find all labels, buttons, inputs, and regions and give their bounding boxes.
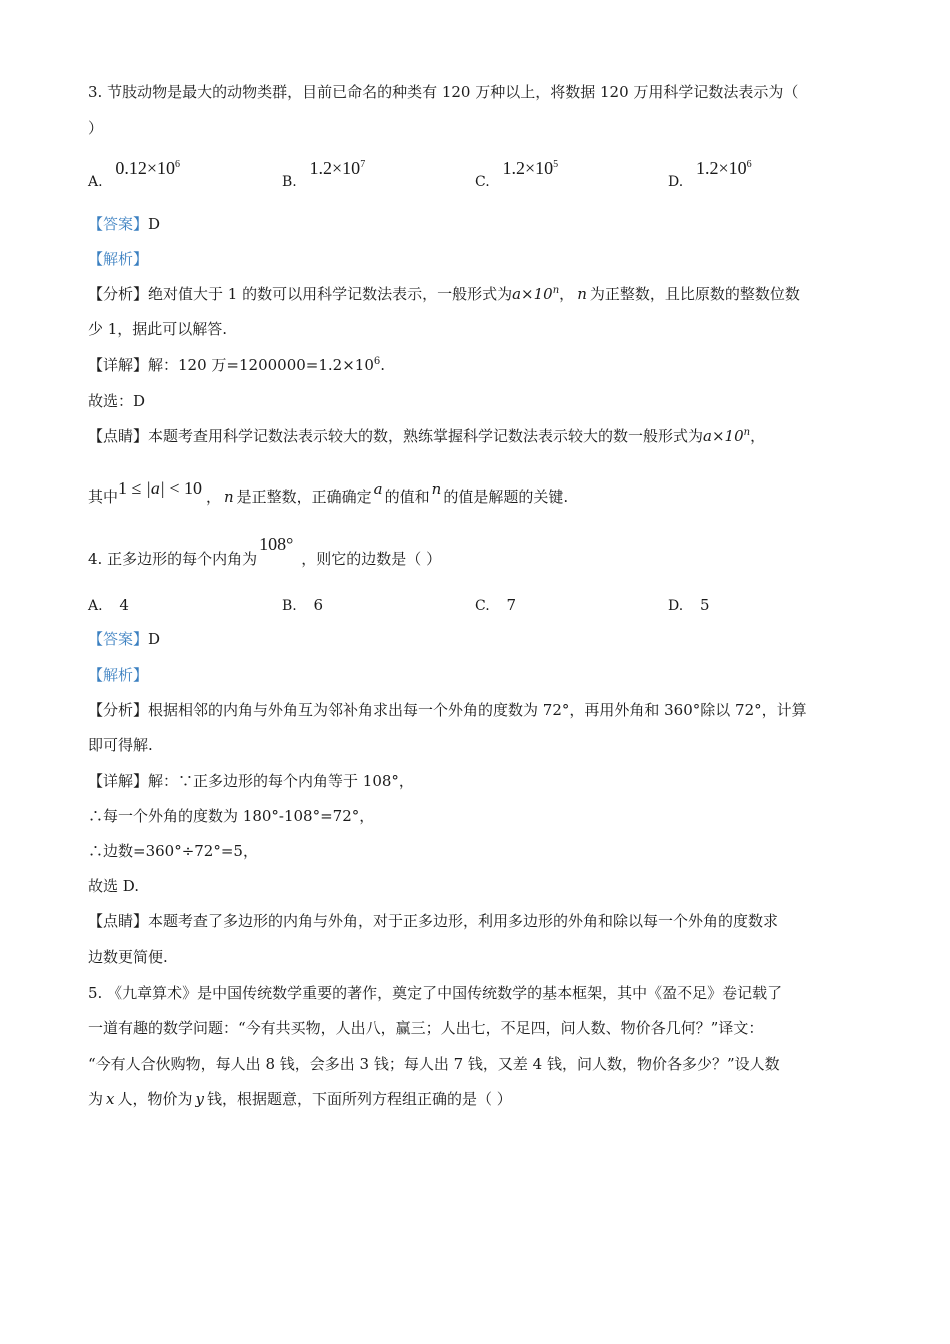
q4-option-b-value: 6 bbox=[313, 596, 324, 614]
q3-option-a-exp: 6 bbox=[175, 159, 180, 170]
q4-fenxi-line1 bbox=[88, 700, 807, 720]
q5-var-x: x bbox=[106, 1090, 115, 1108]
q4-option-a-value: 4 bbox=[119, 596, 129, 614]
q3-option-c-value bbox=[502, 158, 558, 178]
q3-answer bbox=[88, 214, 160, 234]
q5-line2: 一道有趣的数学问题：“今有共买物，人出八，赢三；人出七，不足四，问人数、物价各几何？”译文： bbox=[88, 1019, 764, 1037]
q4-analysis-heading bbox=[88, 665, 148, 685]
q4-option-a bbox=[88, 595, 129, 616]
q3-guxuan: 故选：D bbox=[88, 392, 146, 410]
q4-guxuan: 故选 D. bbox=[88, 877, 140, 895]
q4-stem bbox=[88, 534, 442, 569]
q3-fenxi-expr: a×10 bbox=[512, 285, 553, 303]
q3-qizhong-text-a: 其中 bbox=[88, 488, 119, 506]
q3-qizhong-a-var: a bbox=[373, 480, 383, 498]
q5-line4-text-a: 为 bbox=[88, 1090, 104, 1108]
q3-fenxi-tag: 【分析】 bbox=[88, 285, 149, 303]
q5-line4-text-c: 钱，根据题意，下面所列方程组正确的是（ ） bbox=[206, 1090, 512, 1108]
q3-option-a-label: A. bbox=[88, 174, 103, 190]
q3-fenxi-line2: 少 1，据此可以解答. bbox=[88, 320, 228, 338]
q4-stem-text-a: 4. 正多边形的每个内角为 bbox=[88, 550, 258, 568]
q4-option-b bbox=[282, 595, 323, 616]
q4-option-b-label: B. bbox=[282, 598, 297, 614]
q3-qizhong-abs: |a| bbox=[145, 478, 165, 498]
q3-option-b-label: B. bbox=[282, 174, 297, 190]
q3-dianjing-text-a: 本题考查用科学记数法表示较大的数，熟练掌握科学记数法表示较大的数一般形式为 bbox=[148, 427, 704, 445]
q3-xiangjie-exp: 6 bbox=[373, 356, 381, 367]
q4-xiangjie-line2: ∴每一个外角的度数为 180°-108°=72°， bbox=[88, 807, 375, 825]
q4-option-d-label: D. bbox=[668, 598, 684, 614]
q3-dianjing-text-b: ， bbox=[750, 427, 766, 445]
q4-fenxi-line2: 即可得解. bbox=[88, 736, 153, 754]
q4-dianjing-line1 bbox=[88, 911, 778, 931]
q5-line1: 5. 《九章算术》是中国传统数学重要的著作，奠定了中国传统数学的基本框架，其中《盈不足》卷记载了 bbox=[88, 984, 783, 1002]
q4-answer-tag: 【答案】 bbox=[88, 630, 149, 648]
q3-option-d-value bbox=[696, 158, 752, 178]
q4-xiangjie-line1 bbox=[88, 771, 414, 791]
q4-xiangjie-tag: 【详解】 bbox=[88, 772, 149, 790]
q3-option-d bbox=[668, 158, 752, 190]
q3-xiangjie-tag: 【详解】 bbox=[88, 356, 149, 374]
q3-fenxi-text-a: 绝对值大于 1 的数可以用科学记数法表示，一般形式为 bbox=[148, 285, 513, 303]
q3-stem-line1: 3. 节肢动物是最大的动物类群，目前已命名的种类有 120 万种以上，将数据 120 万用科学记数法表示为（ bbox=[88, 83, 799, 101]
q3-analysis-tag: 【解析】 bbox=[88, 250, 149, 268]
q3-option-d-exp: 6 bbox=[746, 159, 752, 170]
q3-qizhong-inequality bbox=[118, 478, 202, 498]
q3-qizhong-text-c: 是正整数，正确确定 bbox=[236, 488, 372, 506]
q3-xiangjie-text-a: 解：120 万=1200000=1.2×10 bbox=[148, 356, 374, 374]
q4-analysis-tag: 【解析】 bbox=[88, 666, 149, 684]
q3-option-d-mantissa: 1.2×10 bbox=[695, 158, 747, 178]
q3-analysis-heading bbox=[88, 249, 148, 269]
q4-xiangjie-line3: ∴边数=360°÷72°=5， bbox=[88, 842, 258, 860]
q4-option-c bbox=[475, 595, 516, 616]
q3-fenxi-exp: n bbox=[552, 285, 560, 296]
q3-xiangjie-text-b: . bbox=[380, 356, 386, 374]
q3-option-a-mantissa: 0.12×10 bbox=[115, 158, 175, 178]
q3-fenxi-text-b: ， bbox=[559, 285, 575, 303]
q5-line3: “今有人合伙购物，每人出 8 钱，会多出 3 钱；每人出 7 钱，又差 4 钱，问人数，物价各多少？”设人数 bbox=[88, 1055, 780, 1073]
q3-fenxi-n: n bbox=[577, 285, 587, 303]
q3-dianjing-expr: a×10 bbox=[703, 427, 744, 445]
q3-qizhong-ineq-left: 1 ≤ bbox=[118, 478, 146, 498]
q4-option-a-label: A. bbox=[88, 598, 103, 614]
q3-fenxi-line1 bbox=[88, 284, 800, 304]
q4-xiangjie-text: 解：∵正多边形的每个内角等于 108°， bbox=[148, 772, 414, 790]
q5-line4-text-b: 人，物价为 bbox=[117, 1090, 193, 1108]
q3-answer-tag: 【答案】 bbox=[88, 215, 149, 233]
q4-dianjing-tag: 【点睛】 bbox=[88, 912, 149, 930]
q3-option-c-label: C. bbox=[475, 174, 490, 190]
q4-stem-angle: 108° bbox=[259, 534, 294, 554]
q3-xiangjie bbox=[88, 355, 385, 375]
q3-qizhong-ineq-right: < 10 bbox=[164, 478, 202, 498]
q4-fenxi-tag: 【分析】 bbox=[88, 701, 149, 719]
q3-qizhong-text-d: 的值和 bbox=[384, 488, 430, 506]
q4-dianjing-text: 本题考查了多边形的内角与外角，对于正多边形，利用多边形的外角和除以每一个外角的度数求 bbox=[148, 912, 779, 930]
q3-option-c-exp: 5 bbox=[553, 159, 559, 170]
q3-option-d-label: D. bbox=[668, 174, 684, 190]
q3-option-b-value bbox=[310, 158, 366, 178]
q3-qizhong-n: n bbox=[223, 488, 234, 506]
q3-option-a-value bbox=[115, 158, 180, 178]
q4-option-c-value: 7 bbox=[506, 596, 516, 614]
q3-option-b-mantissa: 1.2×10 bbox=[309, 158, 361, 178]
q3-option-b bbox=[282, 158, 366, 190]
q3-stem-line2: ） bbox=[88, 119, 104, 137]
q4-option-d-value: 5 bbox=[699, 596, 710, 614]
q4-dianjing-line2: 边数更简便. bbox=[88, 948, 168, 966]
q3-dianjing-line1 bbox=[88, 426, 765, 446]
q5-line4 bbox=[88, 1089, 512, 1109]
q5-var-y: y bbox=[195, 1090, 204, 1108]
q4-answer-value: D bbox=[148, 630, 161, 648]
q3-option-c bbox=[475, 158, 559, 190]
q3-dianjing-exp: n bbox=[743, 427, 751, 438]
q4-option-c-label: C. bbox=[475, 598, 490, 614]
q3-option-b-exp: 7 bbox=[360, 159, 366, 170]
q4-fenxi-text: 根据相邻的内角与外角互为邻补角求出每一个外角的度数为 72°，再用外角和 360°除以 72°，计算 bbox=[148, 701, 807, 719]
q3-answer-value: D bbox=[148, 215, 161, 233]
q4-option-d bbox=[668, 595, 710, 616]
q3-qizhong-n2: n bbox=[431, 480, 442, 498]
q4-answer bbox=[88, 629, 160, 649]
q3-dianjing-tag: 【点睛】 bbox=[88, 427, 149, 445]
q3-fenxi-text-c: 为正整数，且比原数的整数位数 bbox=[589, 285, 800, 303]
q4-stem-text-b: ，则它的边数是（ ） bbox=[301, 550, 442, 568]
q3-qizhong-text-b: ， bbox=[205, 488, 221, 506]
q3-option-a bbox=[88, 158, 180, 190]
q3-qizhong-text-e: 的值是解题的关键. bbox=[443, 488, 569, 506]
q3-option-c-mantissa: 1.2×10 bbox=[502, 158, 554, 178]
q3-qizhong-line bbox=[88, 478, 569, 507]
